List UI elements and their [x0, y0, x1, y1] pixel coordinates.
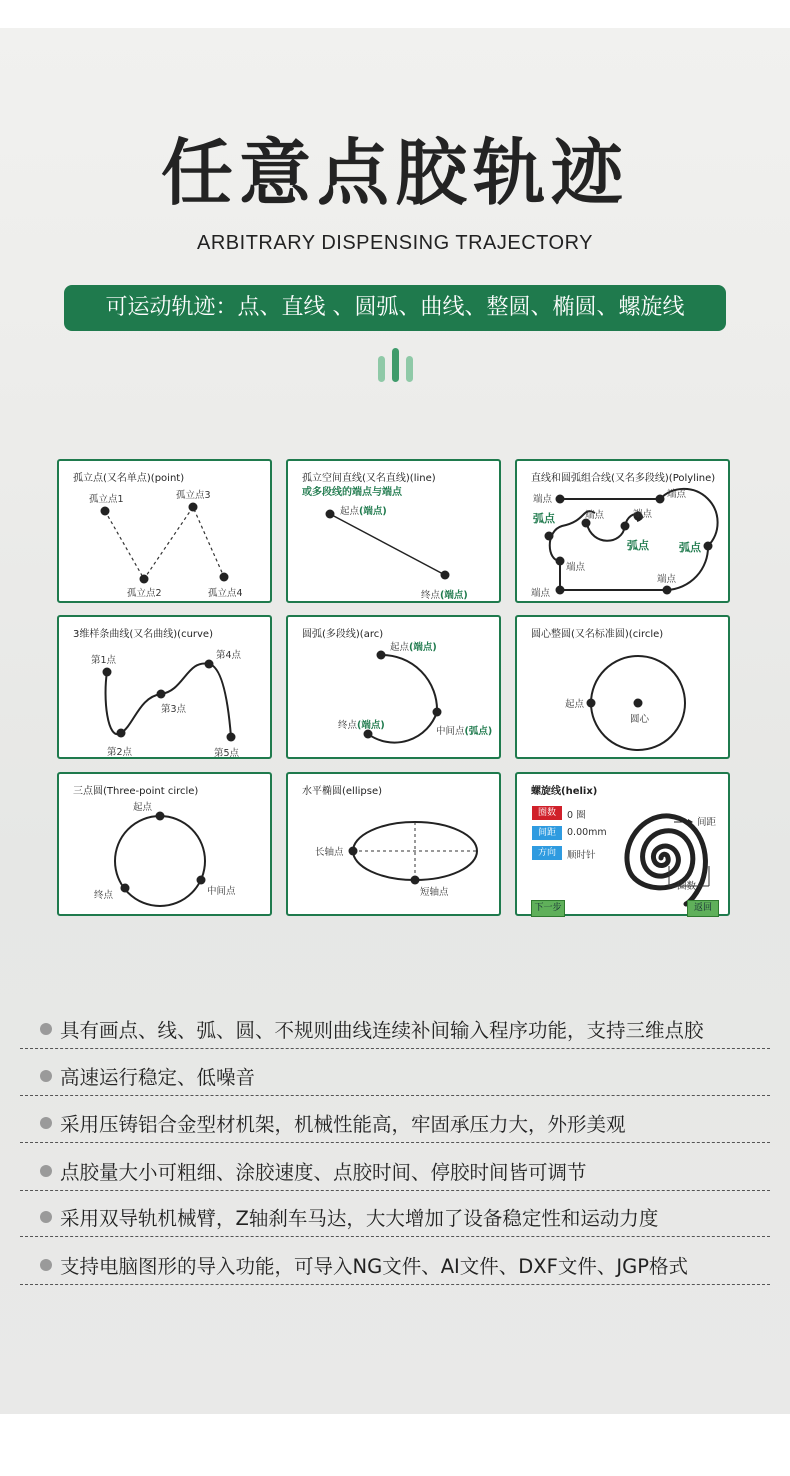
point-label-3: 孤立点3	[176, 490, 211, 501]
card-point	[57, 459, 272, 603]
back-button[interactable]: 返回	[687, 900, 719, 917]
card-title: 直线和圆弧组合线(又名多段线)(Polyline)	[531, 473, 716, 484]
feature-text: 具有画点、线、弧、圆、不规则曲线连续补间输入程序功能，支持三维点胶	[60, 1019, 704, 1042]
short-axis-label: 短轴点	[420, 887, 449, 898]
feature-item	[20, 1144, 770, 1191]
spacing-annotation: 间距	[697, 817, 717, 828]
page-subtitle: ARBITRARY DISPENSING TRAJECTORY	[197, 232, 593, 254]
start-label: 起点	[133, 802, 153, 813]
end-label: 终点	[94, 890, 114, 901]
bullet-icon	[40, 1023, 52, 1035]
endpoint-label: 端点	[667, 489, 687, 500]
long-axis-label: 长轴点	[315, 847, 344, 858]
center-label: 圆心	[630, 714, 650, 725]
card-title: 孤立点(又名单点)(point)	[73, 473, 185, 484]
end-tag: (端点)	[440, 590, 468, 601]
end-label: 终点	[421, 590, 441, 601]
card-circle	[515, 615, 730, 759]
bullet-icon	[40, 1117, 52, 1129]
card-polyline	[515, 459, 730, 603]
turns-tag: 圈数	[532, 806, 562, 820]
card-title: 孤立空间直线(又名直线)(line)	[302, 473, 436, 484]
mid-label: 中间点	[436, 726, 465, 737]
card-title: 圆弧(多段线)(arc)	[302, 629, 384, 640]
end-label: 终点	[338, 720, 358, 731]
feature-text: 支持电脑图形的导入功能，可导入NG文件、AI文件、DXF文件、JGP格式	[60, 1255, 688, 1278]
card-title: 螺旋线(helix)	[531, 786, 598, 797]
bullet-icon	[40, 1259, 52, 1271]
card-curve	[57, 615, 272, 759]
arcpoint-label: 弧点	[627, 539, 649, 552]
endpoint-label: 端点	[633, 509, 653, 520]
arcpoint-label: 弧点	[679, 541, 701, 554]
trajectory-banner: 可运动轨迹：点、直线 、圆弧、曲线、整圆、椭圆、螺旋线	[64, 285, 726, 331]
card-arc	[286, 615, 501, 759]
start-tag: (端点)	[409, 642, 437, 653]
bullet-icon	[40, 1165, 52, 1177]
point-label-4: 孤立点4	[208, 588, 243, 599]
start-label: 起点	[340, 506, 360, 517]
feature-item	[20, 1002, 770, 1049]
endpoint-label: 端点	[533, 494, 553, 505]
start-label: 起点	[390, 642, 410, 653]
card-three-point-circle	[57, 772, 272, 916]
mid-label: 中间点	[207, 886, 236, 897]
direction-tag: 方向	[532, 846, 562, 860]
card-line	[286, 459, 501, 603]
endpoint-label: 端点	[531, 588, 551, 599]
bullet-icon	[40, 1211, 52, 1223]
point-label-1: 孤立点1	[89, 494, 124, 505]
curve-point-4: 第4点	[216, 650, 242, 661]
feature-text: 高速运行稳定、低噪音	[60, 1066, 256, 1089]
start-tag: (端点)	[359, 506, 387, 517]
feature-text: 采用压铸铝合金型材机架，机械性能高，牢固承压力大，外形美观	[60, 1113, 626, 1136]
point-label-2: 孤立点2	[127, 588, 162, 599]
start-label: 起点	[565, 699, 585, 710]
card-ellipse	[286, 772, 501, 916]
feature-item	[20, 1238, 770, 1285]
spacing-value[interactable]: 0.00mm	[567, 827, 607, 838]
feature-item	[20, 1096, 770, 1143]
mid-tag: (弧点)	[464, 726, 493, 737]
endpoint-label: 端点	[657, 574, 677, 585]
page-title: 任意点胶轨迹	[160, 131, 629, 215]
arcpoint-label: 弧点	[533, 512, 555, 525]
next-step-button[interactable]: 下一步	[531, 900, 565, 917]
bullet-icon	[40, 1070, 52, 1082]
card-title: 3维样条曲线(又名曲线)(curve)	[73, 629, 213, 640]
feature-item	[20, 1049, 770, 1096]
direction-value[interactable]: 顺时针	[567, 850, 596, 861]
endpoint-label: 端点	[585, 510, 605, 521]
card-subtitle: 或多段线的端点与端点	[302, 487, 402, 498]
curve-point-2: 第2点	[107, 747, 133, 758]
card-title: 圆心整圆(又名标准圆)(circle)	[531, 629, 664, 640]
card-title: 水平椭圆(ellipse)	[302, 786, 382, 797]
endpoint-label: 端点	[566, 562, 586, 573]
spacing-tag: 间距	[532, 826, 562, 840]
curve-point-3: 第3点	[161, 704, 187, 715]
feature-text: 采用双导轨机械臂，Z轴刹车马达，大大增加了设备稳定性和运动力度	[60, 1207, 659, 1230]
card-helix	[515, 772, 730, 916]
turns-value[interactable]: 0 圈	[567, 810, 586, 821]
end-tag: (端点)	[357, 720, 385, 731]
turns-annotation: 圈数	[677, 881, 697, 892]
feature-item	[20, 1190, 770, 1237]
curve-point-1: 第1点	[91, 655, 117, 666]
feature-text: 点胶量大小可粗细、涂胶速度、点胶时间、停胶时间皆可调节	[60, 1161, 587, 1184]
curve-point-5: 第5点	[214, 748, 240, 759]
card-title: 三点圆(Three-point circle)	[73, 786, 199, 797]
bars-decoration-icon	[378, 348, 414, 382]
